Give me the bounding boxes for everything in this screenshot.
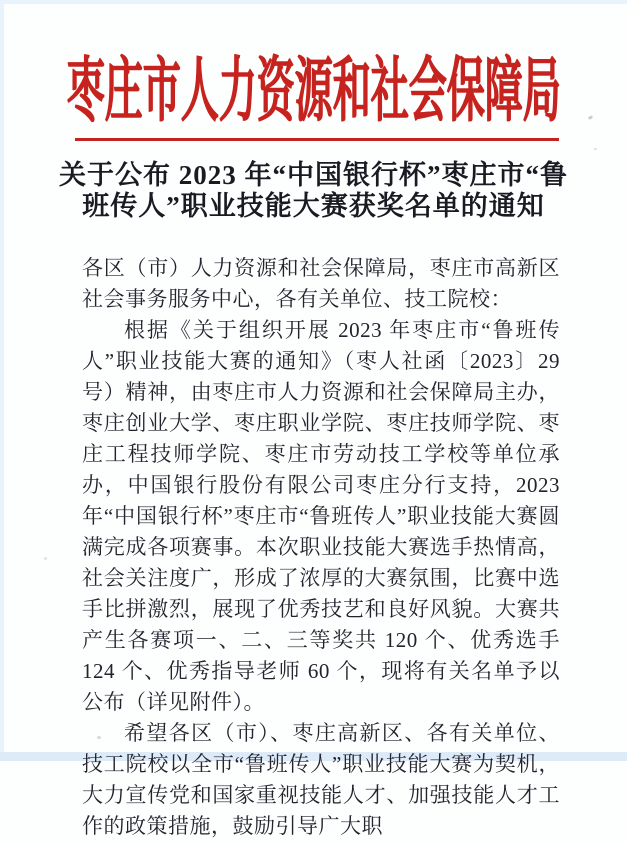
document-title [0,160,627,222]
scan-edge-top [0,0,627,4]
agency-letterhead: 枣庄市人力资源和社会保障局 [66,53,561,131]
scan-speck [97,736,101,739]
scan-speck [44,557,47,560]
body-paragraph: 希望各区（市）、枣庄高新区、各有关单位、技工院校以全市“鲁班传人”职业技能大赛为契机，大力宣传党和国家重视技能人才、加强技能人才工作的政策措施，鼓励引导广大职 [82,721,560,838]
scan-speck [594,148,597,150]
document-title-line2: 班传人”职业技能大赛获奖名单的通知 [82,191,545,221]
letterhead-divider [75,138,559,141]
document-body [82,253,560,842]
salutation-line: 各区（市）人力资源和社会保障局，枣庄市高新区社会事务服务中心，各有关单位、技工院校： [82,256,560,311]
document-title-line1: 关于公布 2023 年“中国银行杯”枣庄市“鲁 [59,160,568,190]
body-paragraph: 根据《关于组织开展 2023 年枣庄市“鲁班传人”职业技能大赛的通知》（枣人社函〔2023〕29 号）精神，由枣庄市人力资源和社会保障局主办，枣庄创业大学、枣庄职业学院、枣庄技师学院、枣庄工程技师学院、枣庄市劳动技工学校等单位承办，中国银行股份有限公司枣庄分行支持，2023 年“中国银行杯”枣庄市“鲁班传人”职业技能大赛圆满完成各项赛事。本次职业技能大赛选手热情高，社会关注度广，形成了浓厚的大赛氛围，比赛中选手比拼激烈，展现了优秀技艺和良好风貌。大赛共产生各赛项一、二、三等奖共 120 个、优秀选手 124 个、优秀指导老师 60 个，现将有关名单予以公布（详见附件）。 [82,318,560,714]
